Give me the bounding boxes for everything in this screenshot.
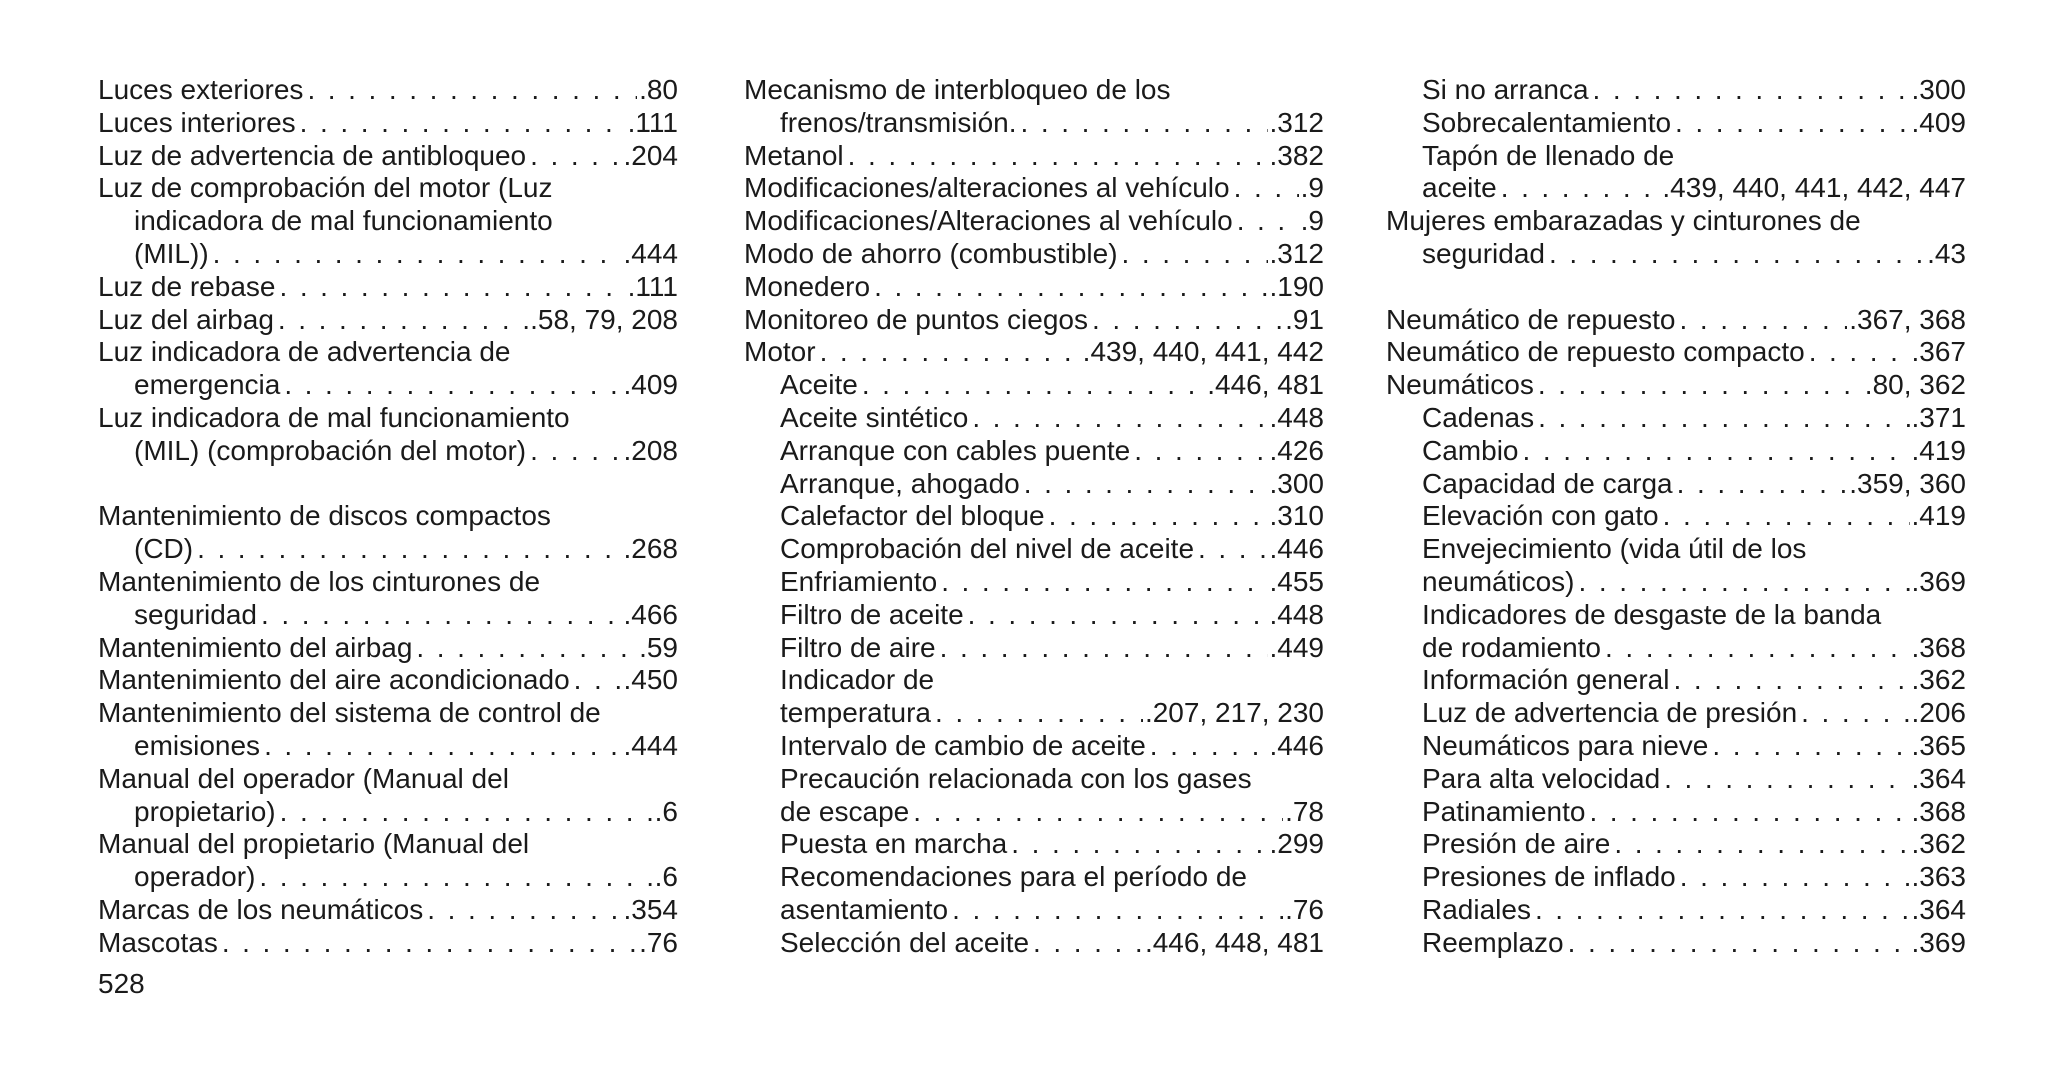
dot-leader xyxy=(1233,205,1299,238)
entry-term: Mascotas xyxy=(98,926,218,958)
entry-term: Arranque, ahogado xyxy=(780,467,1020,499)
dot-leader xyxy=(936,632,1268,665)
entry-term: Envejecimiento (vida útil de los xyxy=(1422,533,1807,565)
index-entry xyxy=(1386,369,1966,402)
index-subentry xyxy=(744,632,1324,665)
entry-page-ref: .91 xyxy=(1285,303,1324,335)
index-entry xyxy=(98,828,678,861)
index-subentry xyxy=(744,796,1324,829)
entry-page-ref: .439, 440, 441, 442, 447 xyxy=(1662,172,1966,204)
entry-term: Intervalo de cambio de aceite xyxy=(780,729,1146,761)
index-subentry xyxy=(744,763,1324,796)
dot-leader xyxy=(858,369,1205,402)
entry-term: Manual del propietario (Manual del xyxy=(98,828,530,860)
entry-term: Manual del operador (Manual del xyxy=(98,762,509,794)
entry-page-ref: .268 xyxy=(623,533,678,565)
index-entry xyxy=(744,205,1324,238)
index-subentry xyxy=(744,402,1324,435)
entry-term: Luz de comprobación del motor (Luz xyxy=(98,172,553,204)
entry-page-ref: .371 xyxy=(1911,401,1966,433)
index-subentry xyxy=(744,828,1324,861)
entry-page-ref: .58, 79, 208 xyxy=(530,303,678,335)
entry-term: Radiales xyxy=(1422,893,1531,925)
index-spacer xyxy=(98,468,678,501)
entry-term: Luces exteriores xyxy=(98,74,304,105)
entry-term: Modificaciones/Alteraciones al vehículo xyxy=(744,205,1233,237)
entry-term: Calefactor del bloque xyxy=(780,500,1045,532)
entry-term: (MIL) (comprobación del motor) xyxy=(134,434,527,466)
index-entry xyxy=(744,238,1324,271)
index-entry xyxy=(744,304,1324,337)
entry-page-ref: .450 xyxy=(623,664,678,696)
dot-leader xyxy=(1534,369,1863,402)
entry-term: Modo de ahorro (combustible) xyxy=(744,237,1118,269)
index-subentry xyxy=(744,533,1324,566)
dot-leader xyxy=(1007,828,1267,861)
entry-term: Mantenimiento de los cinturones de xyxy=(98,565,541,597)
dot-leader xyxy=(1017,107,1268,140)
entry-page-ref: .444 xyxy=(623,237,678,269)
dot-leader xyxy=(1045,500,1268,533)
index-subentry xyxy=(98,730,678,763)
dot-leader xyxy=(526,435,621,468)
index-subentry xyxy=(98,861,678,894)
entry-term: de escape xyxy=(780,795,910,827)
dot-leader xyxy=(1564,927,1910,960)
entry-term: Presiones de inflado xyxy=(1422,861,1676,893)
entry-term: emergencia xyxy=(134,369,281,401)
entry-term: propietario) xyxy=(134,795,276,827)
dot-leader xyxy=(1518,435,1909,468)
entry-page-ref: .455 xyxy=(1269,565,1324,597)
entry-page-ref: .207, 217, 230 xyxy=(1144,697,1324,729)
entry-page-ref: .409 xyxy=(623,369,678,401)
dot-leader xyxy=(1575,566,1910,599)
index-subentry xyxy=(744,697,1324,730)
entry-term: Filtro de aceite xyxy=(780,598,964,630)
entry-term: Precaución relacionada con los gases xyxy=(780,762,1252,794)
dot-leader xyxy=(260,730,621,763)
dot-leader xyxy=(816,336,1081,369)
dot-leader xyxy=(1230,172,1299,205)
index-entry xyxy=(744,336,1324,369)
index-subentry xyxy=(1386,238,1966,271)
index-subentry xyxy=(1386,763,1966,796)
index-subentry xyxy=(98,435,678,468)
entry-term: frenos/transmisión. xyxy=(780,106,1017,138)
index-entry xyxy=(98,763,678,796)
entry-page-ref: .78 xyxy=(1285,795,1324,827)
index-subentry xyxy=(1386,599,1966,632)
entry-page-ref: .446 xyxy=(1269,533,1324,565)
entry-page-ref: .312 xyxy=(1269,106,1324,138)
dot-leader xyxy=(1146,730,1268,763)
entry-term: Recomendaciones para el período de xyxy=(780,861,1247,893)
entry-page-ref: .80, 362 xyxy=(1864,369,1966,401)
index-entry xyxy=(98,172,678,205)
dot-leader xyxy=(1601,632,1909,665)
entry-term: Aceite sintético xyxy=(780,401,969,433)
entry-term: Enfriamiento xyxy=(780,565,938,597)
entry-page-ref: .362 xyxy=(1911,664,1966,696)
index-entry xyxy=(744,271,1324,304)
dot-leader xyxy=(1029,927,1143,960)
entry-term: Motor xyxy=(744,336,816,368)
entry-term: Patinamiento xyxy=(1422,795,1586,827)
index-entry xyxy=(98,697,678,730)
index-subentry xyxy=(98,796,678,829)
index-entry xyxy=(98,894,678,927)
dot-leader xyxy=(255,861,652,894)
entry-term: de rodamiento xyxy=(1422,631,1602,663)
index-subentry xyxy=(98,599,678,632)
index-subentry xyxy=(1386,664,1966,697)
entry-page-ref: .9 xyxy=(1300,172,1324,204)
entry-page-ref: .364 xyxy=(1911,762,1966,794)
dot-leader xyxy=(931,697,1143,730)
index-subentry xyxy=(1386,172,1966,205)
entry-page-ref: .444 xyxy=(623,729,678,761)
dot-leader xyxy=(1118,238,1268,271)
dot-leader xyxy=(257,599,622,632)
dot-leader xyxy=(412,632,637,665)
index-entry xyxy=(98,632,678,665)
entry-term: Cadenas xyxy=(1422,401,1535,433)
dot-leader xyxy=(909,796,1283,829)
dot-leader xyxy=(423,894,621,927)
dot-leader xyxy=(1589,74,1910,107)
entry-term: Mantenimiento del airbag xyxy=(98,631,413,663)
index-entry xyxy=(744,74,1324,107)
entry-page-ref: .364 xyxy=(1911,893,1966,925)
entry-page-ref: .409 xyxy=(1911,106,1966,138)
entry-term: Elevación con gato xyxy=(1422,500,1659,532)
entry-page-ref: .446 xyxy=(1269,729,1324,761)
entry-page-ref: .310 xyxy=(1269,500,1324,532)
entry-term: neumáticos) xyxy=(1422,565,1575,597)
dot-leader xyxy=(193,533,621,566)
entry-page-ref: .368 xyxy=(1911,795,1966,827)
index-entry xyxy=(744,172,1324,205)
dot-leader xyxy=(1020,468,1268,501)
index-subentry xyxy=(1386,107,1966,140)
entry-term: Reemplazo xyxy=(1422,926,1564,958)
index-subentry xyxy=(1386,435,1966,468)
entry-term: (CD) xyxy=(134,533,194,565)
dot-leader xyxy=(1708,730,1909,763)
entry-term: Neumático de repuesto compacto xyxy=(1386,336,1805,368)
dot-leader xyxy=(964,599,1268,632)
entry-term: asentamiento xyxy=(780,893,949,925)
index-entry xyxy=(98,402,678,435)
entry-term: Arranque con cables puente xyxy=(780,434,1131,466)
entry-term: Aceite xyxy=(780,369,858,401)
index-subentry xyxy=(1386,828,1966,861)
dot-leader xyxy=(1805,336,1910,369)
entry-term: emisiones xyxy=(134,729,261,761)
entry-term: seguridad xyxy=(1422,237,1545,269)
dot-leader xyxy=(209,238,622,271)
dot-leader xyxy=(1088,304,1283,337)
index-entry xyxy=(98,304,678,337)
entry-term: Puesta en marcha xyxy=(780,828,1008,860)
entry-page-ref: .362 xyxy=(1911,828,1966,860)
entry-page-ref: .312 xyxy=(1269,237,1324,269)
entry-term: Mantenimiento del aire acondicionado xyxy=(98,664,570,696)
entry-page-ref: .111 xyxy=(627,270,678,302)
entry-term: Sobrecalentamiento xyxy=(1422,106,1672,138)
index-subentry xyxy=(1386,402,1966,435)
entry-page-ref: .43 xyxy=(1927,237,1966,269)
entry-term: Si no arranca xyxy=(1422,74,1589,105)
dot-leader xyxy=(280,369,621,402)
entry-term: Luz indicadora de advertencia de xyxy=(98,336,511,368)
entry-term: Luz de advertencia de presión xyxy=(1422,697,1798,729)
entry-page-ref: .368 xyxy=(1911,631,1966,663)
entry-page-ref: .76 xyxy=(639,926,678,958)
index-entry xyxy=(98,336,678,369)
entry-page-ref: .6 xyxy=(654,861,678,893)
entry-term: Para alta velocidad xyxy=(1422,762,1661,794)
index-entry xyxy=(98,566,678,599)
index-subentry xyxy=(1386,796,1966,829)
entry-term: seguridad xyxy=(134,598,257,630)
dot-leader xyxy=(1610,828,1909,861)
index-subentry xyxy=(744,664,1324,697)
index-subentry xyxy=(1386,500,1966,533)
entry-page-ref: .426 xyxy=(1269,434,1324,466)
index-subentry xyxy=(744,861,1324,894)
entry-page-ref: .80 xyxy=(639,74,678,105)
index-subentry xyxy=(1386,468,1966,501)
index-subentry xyxy=(98,238,678,271)
entry-page-ref: .446, 448, 481 xyxy=(1144,926,1324,958)
entry-term: (MIL)) xyxy=(134,237,209,269)
entry-term: Presión de aire xyxy=(1422,828,1611,860)
entry-term: Luz de rebase xyxy=(98,270,276,302)
entry-term: Monitoreo de puntos ciegos xyxy=(744,303,1088,335)
index-subentry xyxy=(1386,74,1966,107)
entry-term: Tapón de llenado de xyxy=(1422,139,1675,171)
dot-leader xyxy=(303,74,637,107)
dot-leader xyxy=(570,664,622,697)
entry-page-ref: .419 xyxy=(1911,434,1966,466)
index-subentry xyxy=(98,533,678,566)
entry-page-ref: .365 xyxy=(1911,729,1966,761)
index-column-3 xyxy=(1386,74,1966,960)
entry-page-ref: .206 xyxy=(1911,697,1966,729)
entry-page-ref: .439, 440, 441, 442 xyxy=(1082,336,1324,368)
index-subentry xyxy=(98,205,678,238)
index-entry xyxy=(98,927,678,960)
entry-term: aceite xyxy=(1422,172,1497,204)
entry-page-ref: .449 xyxy=(1269,631,1324,663)
dot-leader xyxy=(1659,500,1910,533)
entry-page-ref: .9 xyxy=(1300,205,1324,237)
index-subentry xyxy=(744,435,1324,468)
entry-page-ref: .369 xyxy=(1911,565,1966,597)
entry-term: Mujeres embarazadas y cinturones de xyxy=(1386,205,1861,237)
entry-page-ref: .59 xyxy=(639,631,678,663)
entry-term: Información general xyxy=(1422,664,1670,696)
page-number: 528 xyxy=(98,968,145,999)
index-entry xyxy=(98,74,678,107)
index-entry xyxy=(98,140,678,173)
entry-term: Mantenimiento de discos compactos xyxy=(98,500,551,532)
dot-leader xyxy=(218,927,637,960)
entry-term: Cambio xyxy=(1422,434,1519,466)
index-entry xyxy=(1386,205,1966,238)
entry-term: Neumáticos para nieve xyxy=(1422,729,1709,761)
dot-leader xyxy=(275,271,625,304)
entry-term: Mantenimiento del sistema de control de xyxy=(98,697,601,729)
entry-page-ref: .363 xyxy=(1911,861,1966,893)
dot-leader xyxy=(1671,107,1909,140)
dot-leader xyxy=(1534,402,1909,435)
index-entry xyxy=(744,140,1324,173)
entry-page-ref: .300 xyxy=(1269,467,1324,499)
index-subentry xyxy=(744,468,1324,501)
index-subentry xyxy=(744,894,1324,927)
index-subentry xyxy=(1386,894,1966,927)
entry-term: Luz indicadora de mal funcionamiento xyxy=(98,401,570,433)
index-entry xyxy=(1386,304,1966,337)
entry-term: Indicador de xyxy=(780,664,935,696)
index-subentry xyxy=(1386,697,1966,730)
index-column-2 xyxy=(744,74,1324,960)
index-subentry xyxy=(744,500,1324,533)
index-subentry xyxy=(744,927,1324,960)
entry-term: Selección del aceite xyxy=(780,926,1030,958)
dot-leader xyxy=(1676,304,1848,337)
entry-term: Filtro de aire xyxy=(780,631,936,663)
dot-leader xyxy=(1545,238,1925,271)
dot-leader xyxy=(844,140,1268,173)
dot-leader xyxy=(526,140,621,173)
index-column-1 xyxy=(98,74,678,960)
entry-page-ref: .354 xyxy=(623,893,678,925)
index-subentry xyxy=(1386,861,1966,894)
dot-leader xyxy=(1669,664,1909,697)
index-subentry xyxy=(1386,927,1966,960)
entry-page-ref: .367, 368 xyxy=(1849,303,1966,335)
index-spacer xyxy=(1386,271,1966,304)
dot-leader xyxy=(1194,533,1267,566)
index-subentry xyxy=(744,599,1324,632)
index-subentry xyxy=(744,730,1324,763)
entry-term: Neumáticos xyxy=(1386,369,1534,401)
index-subentry xyxy=(1386,632,1966,665)
entry-page-ref: .300 xyxy=(1911,74,1966,105)
dot-leader xyxy=(1676,861,1910,894)
dot-leader xyxy=(1585,796,1909,829)
entry-page-ref: .419 xyxy=(1911,500,1966,532)
entry-page-ref: .448 xyxy=(1269,598,1324,630)
index-subentry xyxy=(1386,566,1966,599)
index-subentry xyxy=(744,107,1324,140)
dot-leader xyxy=(937,566,1267,599)
index-subentry xyxy=(98,369,678,402)
dot-leader xyxy=(1497,172,1661,205)
entry-term: Comprobación del nivel de aceite xyxy=(780,533,1195,565)
entry-term: indicadora de mal funcionamiento xyxy=(134,205,553,237)
entry-term: Luces interiores xyxy=(98,106,296,138)
entry-term: Monedero xyxy=(744,270,871,302)
dot-leader xyxy=(870,271,1267,304)
entry-term: Marcas de los neumáticos xyxy=(98,893,424,925)
index-subentry xyxy=(1386,533,1966,566)
entry-page-ref: .466 xyxy=(623,598,678,630)
dot-leader xyxy=(968,402,1267,435)
index-subentry xyxy=(744,369,1324,402)
index-entry xyxy=(98,271,678,304)
dot-leader xyxy=(1673,468,1848,501)
dot-leader xyxy=(1531,894,1910,927)
entry-term: Metanol xyxy=(744,139,844,171)
entry-page-ref: .76 xyxy=(1285,893,1324,925)
entry-term: Mecanismo de interbloqueo de los xyxy=(744,74,1171,105)
entry-term: Indicadores de desgaste de la banda xyxy=(1422,598,1882,630)
entry-page-ref: .382 xyxy=(1269,139,1324,171)
entry-term: Luz del airbag xyxy=(98,303,274,335)
entry-page-ref: .111 xyxy=(627,106,678,138)
dot-leader xyxy=(948,894,1283,927)
entry-page-ref: .446, 481 xyxy=(1207,369,1324,401)
dot-leader xyxy=(274,304,528,337)
entry-page-ref: .448 xyxy=(1269,401,1324,433)
dot-leader xyxy=(296,107,626,140)
entry-page-ref: .359, 360 xyxy=(1849,467,1966,499)
dot-leader xyxy=(1130,435,1267,468)
entry-term: Modificaciones/alteraciones al vehículo xyxy=(744,172,1230,204)
dot-leader xyxy=(1797,697,1909,730)
entry-term: Neumático de repuesto xyxy=(1386,303,1676,335)
entry-page-ref: .204 xyxy=(623,139,678,171)
entry-page-ref: .208 xyxy=(623,434,678,466)
index-entry xyxy=(98,500,678,533)
entry-page-ref: .367 xyxy=(1911,336,1966,368)
index-subentry xyxy=(744,566,1324,599)
entry-page-ref: .369 xyxy=(1911,926,1966,958)
index-subentry xyxy=(1386,730,1966,763)
index-entry xyxy=(98,107,678,140)
entry-page-ref: .190 xyxy=(1269,270,1324,302)
index-subentry xyxy=(1386,140,1966,173)
entry-term: temperatura xyxy=(780,697,931,729)
index-entry xyxy=(98,664,678,697)
entry-page-ref: .6 xyxy=(654,795,678,827)
entry-term: Luz de advertencia de antibloqueo xyxy=(98,139,527,171)
entry-term: Capacidad de carga xyxy=(1422,467,1673,499)
dot-leader xyxy=(276,796,653,829)
entry-page-ref: .299 xyxy=(1269,828,1324,860)
index-entry xyxy=(1386,336,1966,369)
dot-leader xyxy=(1660,763,1909,796)
entry-term: operador) xyxy=(134,861,256,893)
